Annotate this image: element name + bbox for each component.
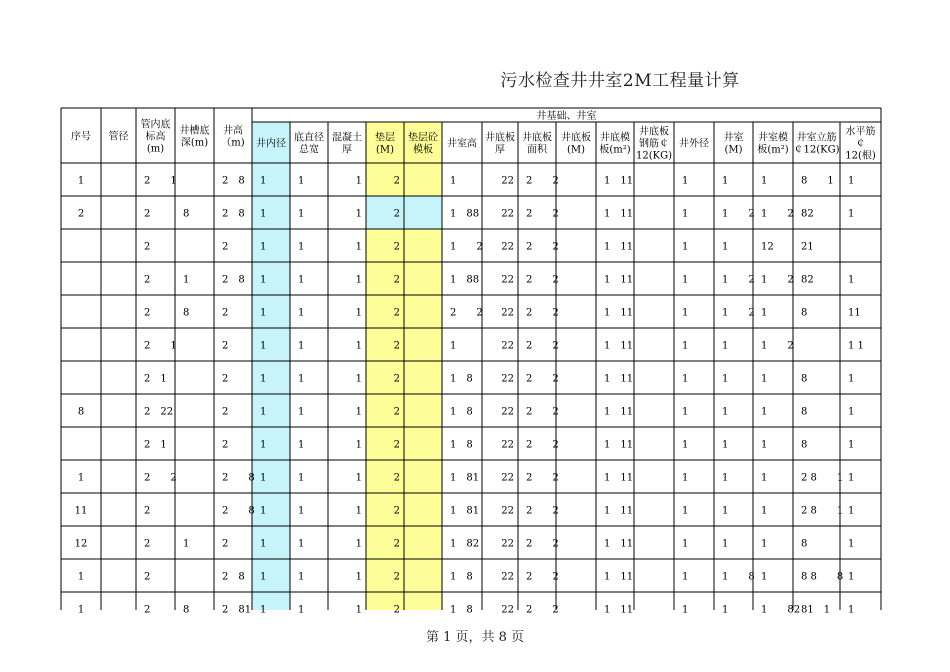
table-cell: 1 (355, 373, 362, 385)
table-grid (61, 108, 881, 610)
table-cell: 12 (761, 241, 774, 253)
table-cell: 22 (501, 604, 514, 616)
table-cell: 1 (183, 274, 190, 286)
column-header: 井室 (723, 132, 744, 144)
column-header: 井外径 (679, 138, 709, 150)
table-cell: 1 (298, 604, 305, 616)
table-cell: 1 (848, 472, 855, 484)
table-cell: 1 (722, 373, 729, 385)
table-cell: 1 (848, 604, 855, 616)
table-cell: 8 (183, 604, 190, 616)
table-cell: 1 (450, 175, 457, 187)
table-cell: 1 (848, 175, 855, 187)
column-header: 井底板 (485, 132, 515, 144)
column-header: 井底板 (561, 132, 591, 144)
column-header: 井室立筋 (796, 132, 837, 144)
table-row (78, 605, 855, 616)
table-cell: 2 2 (526, 439, 559, 451)
column-header: 垫层砼 (408, 132, 438, 144)
table-cell: 2 (393, 241, 400, 253)
column-header: 板(m²) (599, 144, 631, 156)
table-cell: 2 2 (526, 208, 559, 220)
table-cell: 1 (298, 505, 305, 517)
table-cell: 8 (801, 373, 808, 385)
table-cell: 1 (260, 274, 267, 286)
table-cell: 2 (222, 340, 229, 352)
table-cell: 1 (722, 604, 729, 616)
column-header: 水平筋 (845, 126, 876, 138)
table-cell: 1 (260, 604, 267, 616)
table-row (78, 176, 855, 187)
table-cell: 1 (298, 472, 305, 484)
table-cell: 1 (355, 439, 362, 451)
table-row (75, 539, 855, 550)
column-header: 序号 (71, 131, 91, 143)
column-header: （m) (221, 137, 245, 149)
table-cell: 1 (682, 604, 689, 616)
table-cell: 2 8 (222, 505, 255, 517)
table-cell: 2 8 (222, 175, 245, 187)
table-cell: 1 82 (450, 538, 480, 550)
table-cell: 1 (848, 208, 855, 220)
column-header: 井室模 (758, 132, 788, 144)
table-cell: 1 (722, 538, 729, 550)
table-cell: 1 (298, 340, 305, 352)
column-header: 面积 (527, 144, 547, 156)
table-cell: 1 (298, 175, 305, 187)
table-cell: 2 (393, 208, 400, 220)
table-cell: 8 (801, 439, 808, 451)
table-cell: 1 81 (450, 505, 480, 517)
table-cell: 1 8 (722, 571, 755, 583)
table-cell: 2 (393, 472, 400, 484)
table-cell: 1 (355, 571, 362, 583)
table-cell: 1 (298, 307, 305, 319)
table-cell: 1 (848, 406, 855, 418)
table-cell: 2 2 (526, 340, 559, 352)
table-cell: 2 2 (526, 538, 559, 550)
table-cell: 1 (355, 505, 362, 517)
column-header: 井底板 (522, 132, 552, 144)
table-cell: 1 (355, 340, 362, 352)
table-cell: 2 1 (144, 175, 177, 187)
table-cell: 1 (848, 439, 855, 451)
table-cell: 1 11 (604, 373, 634, 385)
table-cell: 1 2 (722, 274, 755, 286)
table-cell: 2 2 (144, 472, 177, 484)
table-cell: 1 (355, 406, 362, 418)
table-cell: 1 (355, 241, 362, 253)
cyan-column-fill (252, 122, 290, 610)
table-cell: 1 (355, 538, 362, 550)
table-cell: 1 11 (604, 439, 634, 451)
column-header: 井底板 (639, 126, 669, 138)
table-cell: 1 (682, 241, 689, 253)
table-row (78, 473, 855, 484)
column-header: 井槽底 (179, 125, 210, 137)
table-cell: 2 (393, 175, 400, 187)
table-cell: 2 8 (222, 571, 245, 583)
table-cell: 2 8 (222, 208, 245, 220)
table-cell: 1 (682, 274, 689, 286)
table-cell: 1 (682, 505, 689, 517)
table-cell: 1 (260, 571, 267, 583)
column-header: 井室高 (447, 138, 477, 150)
table-cell: 1 8 (450, 571, 473, 583)
table-cell: 22 (501, 505, 514, 517)
table-cell: 2 2 (450, 307, 483, 319)
column-header: 12(根) (845, 150, 876, 162)
table-cell: 1 (722, 241, 729, 253)
table-cell: 2 8 1 (801, 505, 844, 517)
table-cell: 1 11 (604, 274, 634, 286)
table-cell: 1 (260, 340, 267, 352)
column-header: 总宽 (299, 144, 319, 156)
table-cell: 22 (501, 439, 514, 451)
table-cell: 22 (501, 208, 514, 220)
column-header: 标高 (145, 131, 166, 143)
table-cell: 1 2 (761, 208, 794, 220)
table-cell: 1 11 (604, 406, 634, 418)
table-row (144, 242, 814, 253)
table-cell: 2 (222, 373, 229, 385)
table-cell: 1 (298, 274, 305, 286)
column-header: 井内径 (256, 138, 286, 150)
column-header: 混凝土 (332, 132, 362, 144)
table-cell: 22 (501, 472, 514, 484)
table-cell: 1 (355, 175, 362, 187)
table-cell: 1 (761, 472, 768, 484)
table-cell: 2 2 (526, 241, 559, 253)
table-cell: 1 11 (604, 571, 634, 583)
table-cell: 1 (260, 538, 267, 550)
table-cell: 1 (77, 571, 85, 583)
table-cell: 1 (761, 439, 768, 451)
table-cell: 1 (761, 175, 768, 187)
group-header: 井基础、井室 (536, 111, 597, 122)
table-cell: 2 2 (526, 505, 559, 517)
column-header: (m) (146, 143, 165, 155)
table-cell: 1 11 (604, 604, 634, 616)
table-cell: 1 (682, 307, 689, 319)
table-cell: 1 (260, 241, 267, 253)
table-cell: 2 2 (526, 175, 559, 187)
table-cell: 1 (722, 439, 729, 451)
page-footer: 第 1 页，共 8 页 (425, 630, 525, 645)
table-cell: 22 (501, 307, 514, 319)
table-cell: 1 8 (450, 406, 473, 418)
table-cell: 1 (722, 406, 729, 418)
table-cell: 2 (144, 241, 151, 253)
table-cell: 1 8 (450, 373, 473, 385)
table-cell: 1 (761, 406, 768, 418)
table-cell: 81 1 (801, 604, 831, 616)
table-cell: 1 (260, 439, 267, 451)
table-cell: 2 (393, 340, 400, 352)
table-cell: 1 (722, 340, 729, 352)
table-cell: 1 (260, 175, 267, 187)
table-cell: 1 (682, 373, 689, 385)
table-cell: 1 82 (761, 604, 801, 616)
table-cell: 1 11 (604, 505, 634, 517)
table-cell: 2 (393, 604, 400, 616)
table-cell: 1 (298, 538, 305, 550)
table-cell: 2 (144, 274, 151, 286)
column-header: 钢筋￠ (639, 138, 669, 150)
table-cell: 2 8 1 (801, 472, 844, 484)
table-cell: 1 (77, 472, 85, 484)
table-cell: 2 1 (144, 340, 177, 352)
column-header: 井高 (223, 125, 243, 137)
table-cell: 1 (848, 274, 855, 286)
table-cell: 2 2 (526, 472, 559, 484)
table-cell: 1 11 (604, 538, 634, 550)
table-cell: 2 (222, 307, 229, 319)
table-cell: 2 (393, 274, 400, 286)
table-cell: 1 (298, 439, 305, 451)
table-cell: 8 8 8 (801, 571, 844, 583)
column-header: 管内底 (140, 119, 171, 131)
column-header: 深(m) (180, 137, 209, 149)
table-cell: 1 (77, 604, 85, 616)
table-cell: 1 (298, 571, 305, 583)
table-cell: 1 2 (761, 274, 794, 286)
table-cell: 1 (722, 472, 729, 484)
table-row (75, 506, 855, 517)
column-header: 12(KG) (636, 150, 672, 162)
table-cell: 1 11 (604, 241, 634, 253)
table-cell: 2 1 (144, 439, 167, 451)
table-cell: 8 (801, 538, 808, 550)
table-cell: 1 (848, 538, 855, 550)
table-cell: 1 (682, 439, 689, 451)
table-cell: 1 (77, 175, 85, 187)
table-cell: 8 (801, 307, 808, 319)
table-cell: 2 81 (222, 604, 252, 616)
table-cell: 1 (260, 373, 267, 385)
column-header: 厚 (495, 144, 505, 156)
table-cell: 82 (801, 208, 814, 220)
table-row (144, 440, 854, 451)
table-cell: 1 (298, 241, 305, 253)
table-cell: 12 (74, 538, 88, 550)
table-cell: 1 (761, 538, 768, 550)
column-header: 板(m²) (757, 144, 789, 156)
table-cell: 2 8 (222, 274, 245, 286)
column-header: 垫层 (375, 132, 395, 144)
table-cell: 1 8 (450, 604, 473, 616)
table-cell: 1 2 (450, 241, 483, 253)
table-cell: 2 (144, 505, 151, 517)
table-cell: 2 8 (222, 472, 255, 484)
table-cell: 2 (222, 538, 229, 550)
table-cell: 22 (501, 340, 514, 352)
table-cell: 1 (355, 274, 362, 286)
table-row (78, 407, 855, 418)
column-header: (M) (375, 144, 395, 156)
table-cell: 1 (260, 472, 267, 484)
table-cell: 1 (682, 538, 689, 550)
column-header: 井底模 (600, 132, 630, 144)
table-cell: 2 (393, 571, 400, 583)
table-cell: 8 1 (801, 175, 834, 187)
table-cell: 1 (722, 505, 729, 517)
table-cell: 1 (722, 175, 729, 187)
table-cell: 21 (801, 241, 814, 253)
table-cell: 2 (393, 307, 400, 319)
table-cell: 1 (355, 604, 362, 616)
column-header: 底直径 (294, 132, 324, 144)
table-cell: 1 (183, 538, 190, 550)
table-cell: 2 (144, 604, 151, 616)
column-header: (M) (724, 144, 743, 156)
table-cell: 1 (450, 340, 457, 352)
table-cell: 22 (501, 571, 514, 583)
table-cell: 1 (761, 571, 768, 583)
table-cell: 1 2 (761, 340, 794, 352)
table-cell: 2 (222, 439, 229, 451)
table-cell: 2 (393, 538, 400, 550)
table-cell: 22 (501, 538, 514, 550)
table-cell: 1 (761, 373, 768, 385)
table-cell: 1 (761, 307, 768, 319)
table-cell: 1 (682, 472, 689, 484)
column-header: (M) (566, 144, 586, 156)
table-cell: 1 11 (604, 340, 634, 352)
table-cell: 2 (393, 505, 400, 517)
table-cell: 1 (682, 406, 689, 418)
table-cell: 1 (848, 505, 855, 517)
table-cell: 11 (848, 307, 861, 319)
table-cell: 22 (501, 175, 514, 187)
table-cell: 2 (222, 241, 229, 253)
table-cell: 2 2 (526, 571, 559, 583)
table-cell: 2 22 (144, 406, 174, 418)
table-row (78, 209, 855, 220)
table-cell: 1 (682, 175, 689, 187)
table-cell: 8 (801, 406, 808, 418)
column-header: 模板 (413, 144, 433, 156)
table-cell: 22 (501, 241, 514, 253)
column-header: ￠12(KG) (793, 144, 840, 156)
table-cell: 2 (222, 406, 229, 418)
table-cell: 2 (77, 208, 85, 220)
table-cell: 2 2 (526, 373, 559, 385)
table-cell: 1 1 (848, 340, 864, 352)
table-cell: 1 2 (722, 208, 755, 220)
table-cell: 8 (183, 208, 190, 220)
table-cell: 1 11 (604, 307, 634, 319)
table-cell: 2 1 (144, 373, 167, 385)
table-cell: 2 (144, 208, 151, 220)
table-cell: 2 (144, 571, 151, 583)
table-cell: 1 (298, 208, 305, 220)
table-cell: 1 (761, 505, 768, 517)
table-cell: 82 (801, 274, 814, 286)
table-cell: 2 2 (526, 406, 559, 418)
table-row (78, 572, 855, 583)
table-cell: 2 (144, 307, 151, 319)
column-header: 厚 (342, 144, 352, 156)
table-cell: 1 (260, 307, 267, 319)
table-cell: 1 8 (450, 439, 473, 451)
table-cell: 2 (393, 373, 400, 385)
table-cell: 2 2 (526, 274, 559, 286)
table-cell: 1 (260, 406, 267, 418)
table-cell: 1 88 (450, 274, 480, 286)
table-cell: 1 (848, 373, 855, 385)
table-cell: 1 88 (450, 208, 480, 220)
table-cell: 1 (260, 208, 267, 220)
table-cell: 1 (355, 307, 362, 319)
table-cell: 1 (682, 340, 689, 352)
table-cell: 2 (393, 406, 400, 418)
table-cell: 8 (183, 307, 190, 319)
table-cell: 2 (393, 439, 400, 451)
page-title: 污水检查井井室2M工程量计算 (500, 71, 740, 91)
table-row (144, 374, 854, 385)
table-cell: 22 (501, 373, 514, 385)
table-cell: 1 11 (604, 472, 634, 484)
table-cell: 1 (260, 505, 267, 517)
table-cell: 8 (77, 406, 85, 418)
table-cell: 1 (298, 373, 305, 385)
table-cell: 11 (74, 505, 88, 517)
table-cell: 1 11 (604, 175, 634, 187)
table-cell: 1 (848, 571, 855, 583)
column-header: 管径 (108, 131, 129, 143)
table-cell: 1 81 (450, 472, 480, 484)
table-cell: 1 (682, 571, 689, 583)
table-row (144, 275, 854, 286)
table-cell: 1 (682, 208, 689, 220)
column-header: ￠ (855, 138, 866, 150)
table-cell: 22 (501, 274, 514, 286)
table-cell: 2 (144, 538, 151, 550)
table-cell: 22 (501, 406, 514, 418)
table-cell: 1 2 (722, 307, 755, 319)
table-cell: 1 (355, 208, 362, 220)
table-cell: 1 11 (604, 208, 634, 220)
table-cell: 1 (298, 406, 305, 418)
table-cell: 2 2 (526, 307, 559, 319)
table-cell: 2 2 (526, 604, 559, 616)
highlight-fills (252, 122, 442, 610)
table-cell: 1 (355, 472, 362, 484)
